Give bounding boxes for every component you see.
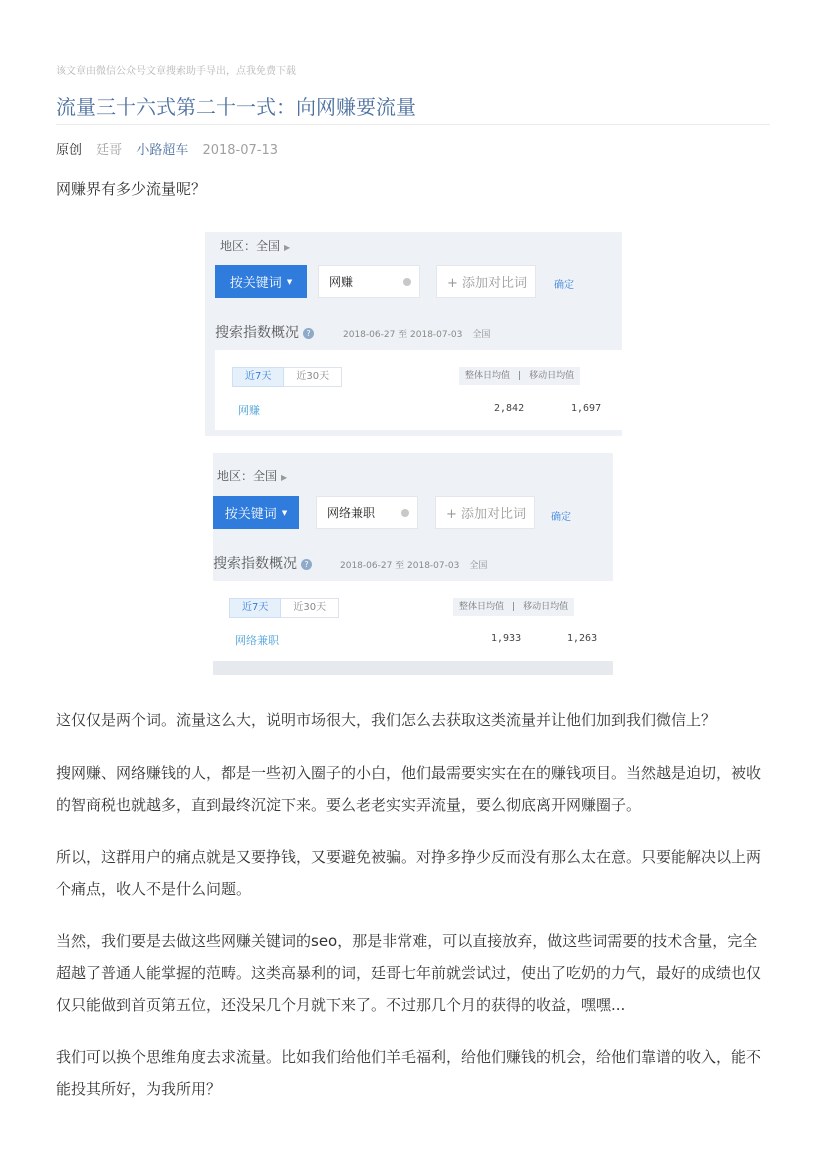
mobile-average: 1,263	[567, 633, 598, 644]
author-name: 廷哥	[96, 143, 123, 158]
original-tag: 原创	[56, 143, 83, 158]
body-paragraph-1: 这仅仅是两个词。流量这么大，说明市场很大，我们怎么去获取这类流量并让他们加到我们微信上？	[56, 711, 717, 729]
help-icon: ?	[301, 559, 312, 570]
index-card	[215, 350, 622, 430]
column-header: 整体日均值 | 移动日均值	[459, 367, 580, 385]
overview-heading: 搜索指数概况 ?	[215, 322, 314, 342]
keyword-mode-button: 按关键词 ▼	[213, 496, 299, 529]
region-selector: 地区：全国 ▶	[217, 469, 288, 483]
column-header: 整体日均值 | 移动日均值	[453, 598, 574, 616]
date-range: 2018-06-27 至 2018-07-03 全国	[340, 561, 488, 571]
keyword-mode-button: 按关键词 ▼	[215, 265, 307, 298]
keyword-field: 网赚	[318, 265, 420, 298]
clear-icon	[401, 509, 409, 517]
body-paragraph-2: 搜网赚、网络赚钱的人，都是一些初入圈子的小白，他们最需要实实在在的赚钱项目。当然越是迫切，被收的智商税也就越多，直到最终沉淀下来。要么老老实实弄流量，要么彻底离开网赚圈子。	[56, 764, 762, 814]
daily-average: 2,842	[494, 403, 525, 414]
help-icon: ?	[303, 328, 314, 339]
export-notice-link[interactable]: 该文章由微信公众号文章搜索助手导出，点我免费下载	[56, 66, 296, 77]
daily-average: 1,933	[491, 633, 522, 644]
keyword-field: 网络兼职	[316, 496, 418, 529]
row-keyword: 网络兼职	[235, 634, 279, 647]
article-title: 流量三十六式第二十一式：向网赚要流量	[56, 95, 416, 119]
search-index-screenshot-1	[205, 232, 622, 436]
publish-date: 2018-07-13	[202, 143, 279, 158]
clear-icon	[403, 278, 411, 286]
row-keyword: 网赚	[238, 404, 260, 417]
mobile-average: 1,697	[571, 403, 602, 414]
confirm-label: 确定	[551, 512, 571, 523]
search-index-screenshot-2	[213, 453, 613, 675]
add-compare-field: + 添加对比词	[436, 265, 536, 298]
body-paragraph-5: 我们可以换个思维角度去求流量。比如我们给他们羊毛福利，给他们赚钱的机会，给他们靠谱的收入，能不能投其所好，为我所用？	[56, 1048, 762, 1098]
overview-heading: 搜索指数概况 ?	[213, 553, 312, 573]
tab-7-days: 近7天	[229, 598, 281, 618]
date-range: 2018-06-27 至 2018-07-03 全国	[343, 330, 491, 340]
region-selector: 地区：全国 ▶	[220, 239, 291, 253]
body-paragraph-3: 所以，这群用户的痛点就是又要挣钱，又要避免被骗。对挣多挣少反而没有那么太在意。只要能解决以上两个痛点，收人不是什么问题。	[56, 848, 762, 898]
add-compare-field: + 添加对比词	[435, 496, 535, 529]
article-meta	[56, 139, 288, 158]
account-link[interactable]: 小路超车	[136, 143, 189, 158]
tab-7-days: 近7天	[232, 367, 284, 387]
body-paragraph-4: 当然，我们要是去做这些网赚关键词的seo，那是非常难，可以直接放弃，做这些词需要的技术含量，完全超越了普通人能掌握的范畴。这类高暴利的词，廷哥七年前就尝试过，使出了吃奶的力气，最好的成绩也仅仅只能做到首页第五位，还没呆几个月就下来了。不过那几个月的获得的收益，嘿嘿...	[56, 932, 762, 1014]
panel-footer-strip	[213, 661, 613, 675]
title-divider	[56, 124, 770, 125]
tab-30-days: 近30天	[284, 367, 342, 387]
intro-paragraph: 网赚界有多少流量呢？	[56, 180, 207, 198]
confirm-label: 确定	[554, 280, 574, 291]
tab-30-days: 近30天	[281, 598, 339, 618]
index-card	[213, 581, 613, 661]
